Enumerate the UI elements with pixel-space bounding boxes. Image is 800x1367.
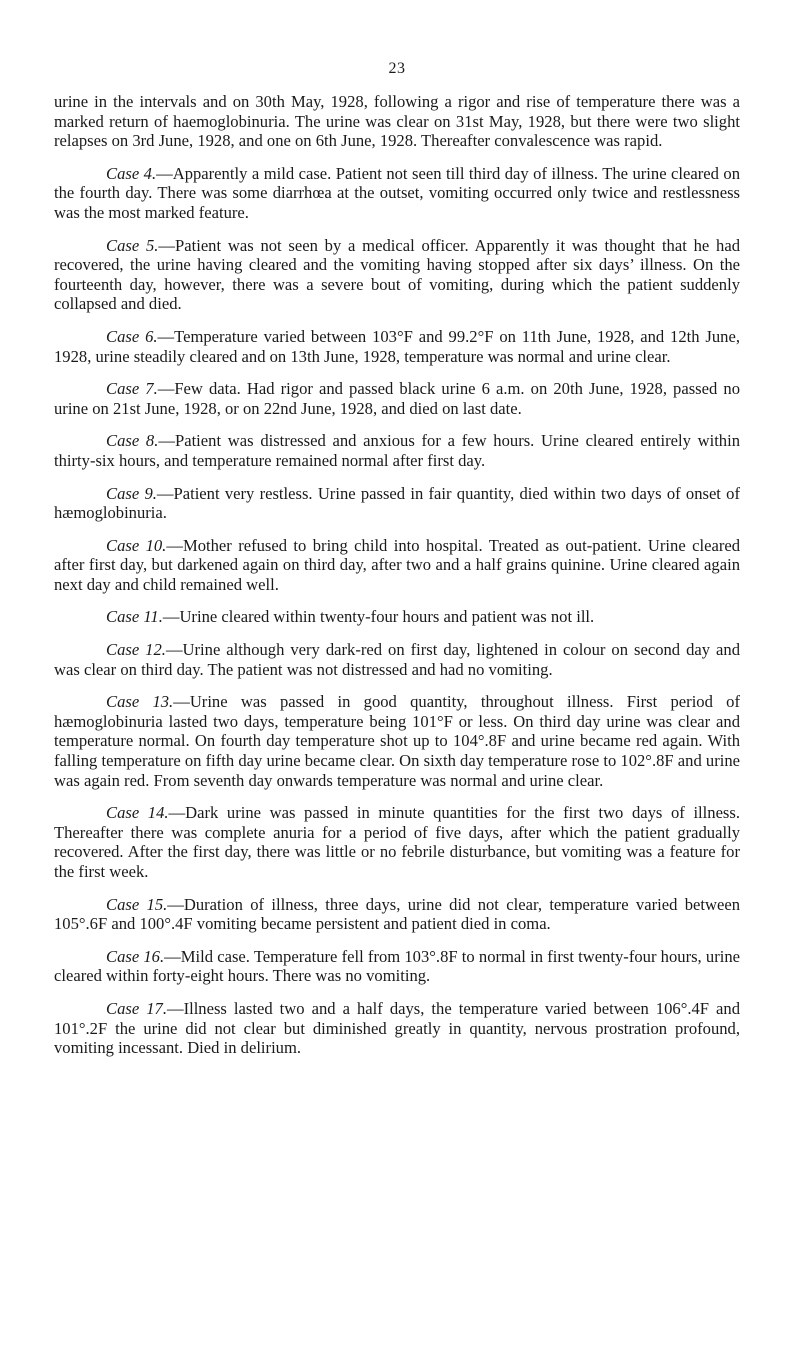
case-paragraph	[54, 607, 740, 627]
paragraph-continuation	[54, 92, 740, 151]
case-label: Case 9.	[106, 483, 157, 503]
case-paragraph	[54, 484, 740, 523]
case-text: —Mother refused to bring child into hospital. Treated as out-patient. Urine cleared after first day, but darkened again on third day, after two and a half grains quinine. Urine cleared again next day and child remained well.	[54, 535, 741, 594]
case-paragraph	[54, 803, 740, 881]
case-label: Case 13.	[106, 692, 174, 712]
document-page	[54, 60, 740, 1071]
case-label: Case 14.	[106, 803, 169, 823]
case-text: —Apparently a mild case. Patient not seen till third day of illness. The urine cleared on the fourth day. There was some diarrhœa at the outset, vomiting occurred only twice and restlessness was the most marked feature.	[54, 163, 741, 222]
case-text: —Illness lasted two and a half days, the temperature varied between 106°.4F and 101°.2F the urine did not clear but diminished greatly in quantity, nervous prostration profound, vomiting incessant. Died in delirium.	[54, 998, 741, 1058]
case-paragraph	[54, 999, 740, 1058]
case-paragraph	[54, 379, 740, 418]
case-paragraph	[54, 236, 740, 314]
case-label: Case 16.	[106, 946, 165, 966]
case-text: —Duration of illness, three days, urine did not clear, temperature varied between 105°.6F and 100°.4F vomiting became persistent and patient died in coma.	[54, 894, 741, 934]
case-label: Case 7.	[106, 379, 158, 399]
case-paragraph	[54, 947, 740, 986]
case-label: Case 10.	[106, 535, 167, 555]
case-text: —Mild case. Temperature fell from 103°.8F to normal in first twenty-four hours, urine cleared within forty-eight hours. There was no vomiting.	[54, 946, 741, 986]
case-text: —Urine although very dark-red on first day, lightened in colour on second day and was clear on third day. The patient was not distressed and had no vomiting.	[54, 640, 740, 679]
case-paragraph	[54, 895, 740, 934]
case-paragraph	[54, 327, 740, 366]
case-label: Case 4.	[106, 163, 157, 183]
case-text: —Few data. Had rigor and passed black urine 6 a.m. on 20th June, 1928, passed no urine on 21st June, 1928, or on 22nd June, 1928, and died on last date.	[54, 379, 740, 418]
case-text: —Temperature varied between 103°F and 99.2°F on 11th June, 1928, and 12th June, 1928, urine steadily cleared and on 13th June, 1928, temperature was normal and urine clear.	[54, 326, 740, 366]
case-text: —Dark urine was passed in minute quantities for the first two days of illness. Thereafter there was complete anuria for a period of five days, after which the patient gradually recovered. After the first day, there was little or no febrile disturbance, but vomiting was a feature for the first week.	[54, 803, 740, 881]
case-label: Case 5.	[106, 235, 159, 255]
case-label: Case 8.	[106, 431, 159, 451]
case-paragraph	[54, 431, 740, 470]
case-text: —Urine cleared within twenty-four hours and patient was not ill.	[162, 607, 595, 627]
case-paragraph	[54, 164, 740, 223]
paragraph-text: urine in the intervals and on 30th May, 1928, following a rigor and rise of temperature there was a marked return of haemoglobinuria. The urine was clear on 31st May, 1928, but there were two slight relapses on 3rd June, 1928, and one on 6th June, 1928. Thereafter convalescence was rapid.	[54, 92, 740, 151]
case-label: Case 15.	[106, 894, 168, 914]
case-label: Case 6.	[106, 326, 158, 346]
case-paragraph	[54, 692, 740, 790]
case-label: Case 11.	[106, 607, 163, 627]
case-text: —Urine was passed in good quantity, throughout illness. First period of hæmoglobinuria lasted two days, temperature being 101°F or less. On third day urine was clear and temperature normal. On fourth day temperature shot up to 104°.8F and urine became red again. With falling temperature on fifth day urine became clear. On sixth day temperature rose to 102°.8F and urine was again red. From seventh day onwards temperature was normal and urine clear.	[54, 692, 741, 790]
case-paragraph	[54, 536, 740, 595]
case-text: —Patient was distressed and anxious for a few hours. Urine cleared entirely within thirty-six hours, and temperature remained normal after first day.	[54, 431, 741, 470]
case-label: Case 12.	[106, 640, 166, 660]
case-label: Case 17.	[106, 998, 167, 1018]
case-text: —Patient was not seen by a medical officer. Apparently it was thought that he had recovered, the urine having cleared and the vomiting having stopped after six days’ illness. On the fourteenth day, however, there was a severe bout of vomiting, during which the patient suddenly collapsed and died.	[54, 235, 740, 314]
case-text: —Patient very restless. Urine passed in fair quantity, died within two days of onset of hæmoglobinuria.	[54, 483, 740, 523]
page-number: 23	[388, 60, 406, 77]
case-paragraph	[54, 640, 740, 679]
